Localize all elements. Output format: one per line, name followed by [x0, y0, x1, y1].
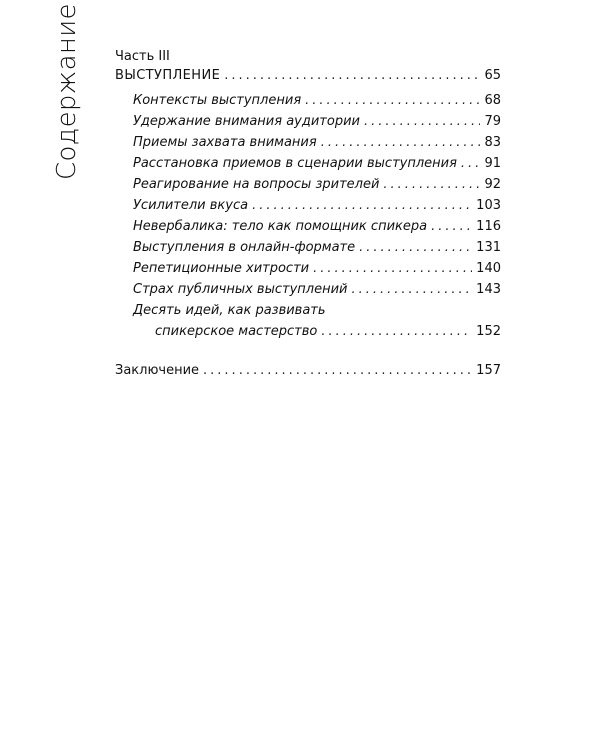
toc-entry-label: ВЫСТУПЛЕНИЕ — [115, 68, 221, 83]
toc-entry-chapter[interactable] — [115, 90, 501, 111]
toc-entry-label: Расстановка приемов в сценарии выступления — [133, 156, 457, 171]
toc-entry-label: Репетиционные хитрости — [133, 261, 310, 276]
toc-entry-chapter[interactable] — [115, 132, 501, 153]
toc-entry-page: 92 — [484, 177, 501, 192]
dot-leader — [351, 279, 472, 300]
toc-entry-page: 103 — [476, 198, 501, 213]
dot-leader — [383, 174, 480, 195]
toc-entry-page: 116 — [476, 219, 501, 234]
toc-entry-chapter[interactable] — [115, 174, 501, 195]
toc-entry-label-line2: спикерское мастерство — [155, 324, 318, 339]
dot-leader — [203, 360, 472, 381]
toc-entry-chapter[interactable] — [115, 153, 501, 174]
dot-leader — [364, 111, 480, 132]
dot-leader — [321, 321, 472, 342]
dot-leader — [224, 65, 480, 86]
toc-entry-label: Приемы захвата внимания — [133, 135, 317, 150]
toc-entry-page: 131 — [476, 240, 501, 255]
dot-leader — [321, 132, 481, 153]
toc-entry-page: 91 — [484, 156, 501, 171]
side-title-text: Содержание — [52, 3, 82, 180]
toc-entry-page: 79 — [484, 114, 501, 129]
toc-entry-chapter[interactable] — [115, 216, 501, 237]
dot-leader — [359, 237, 472, 258]
part-label: Часть III — [115, 49, 170, 64]
toc-entry-chapter[interactable] — [115, 237, 501, 258]
toc-entry-page: 143 — [476, 282, 501, 297]
toc-entry-page: 140 — [476, 261, 501, 276]
toc-entry-label: Усилители вкуса — [133, 198, 249, 213]
dot-leader — [431, 216, 472, 237]
toc-entry-chapter[interactable] — [115, 111, 501, 132]
toc-entry-chapter[interactable] — [115, 195, 501, 216]
toc-entry-label: Реагирование на вопросы зрителей — [133, 177, 380, 192]
toc-entry-conclusion[interactable] — [115, 360, 501, 381]
toc-entry-page: 152 — [476, 324, 501, 339]
dot-leader — [313, 258, 472, 279]
toc-entry-continuation — [115, 321, 501, 342]
toc-entry-chapter[interactable] — [115, 279, 501, 300]
toc-entry-page: 83 — [484, 135, 501, 150]
toc-entry-label-line1: Десять идей, как развивать — [133, 303, 326, 318]
toc-entry-label: Выступления в онлайн-формате — [133, 240, 356, 255]
toc-entry-page: 157 — [476, 363, 501, 378]
toc-entry-page: 68 — [484, 93, 501, 108]
toc-entry-label: Страх публичных выступлений — [133, 282, 348, 297]
toc-entry-label: Невербалика: тело как помощник спикера — [133, 219, 428, 234]
toc-entry-chapter[interactable] — [115, 258, 501, 279]
toc-entry-part-title[interactable] — [115, 65, 501, 86]
toc-entry-label: Заключение — [115, 363, 200, 378]
dot-leader — [252, 195, 472, 216]
section-side-title — [52, 3, 92, 180]
table-of-contents — [115, 48, 501, 381]
toc-entry-label: Удержание внимания аудитории — [133, 114, 360, 129]
dot-leader — [461, 153, 481, 174]
toc-entry-label: Контексты выступления — [133, 93, 302, 108]
toc-entry-page: 65 — [484, 68, 501, 83]
toc-entry-chapter-multiline[interactable] — [115, 300, 501, 342]
dot-leader — [305, 90, 480, 111]
